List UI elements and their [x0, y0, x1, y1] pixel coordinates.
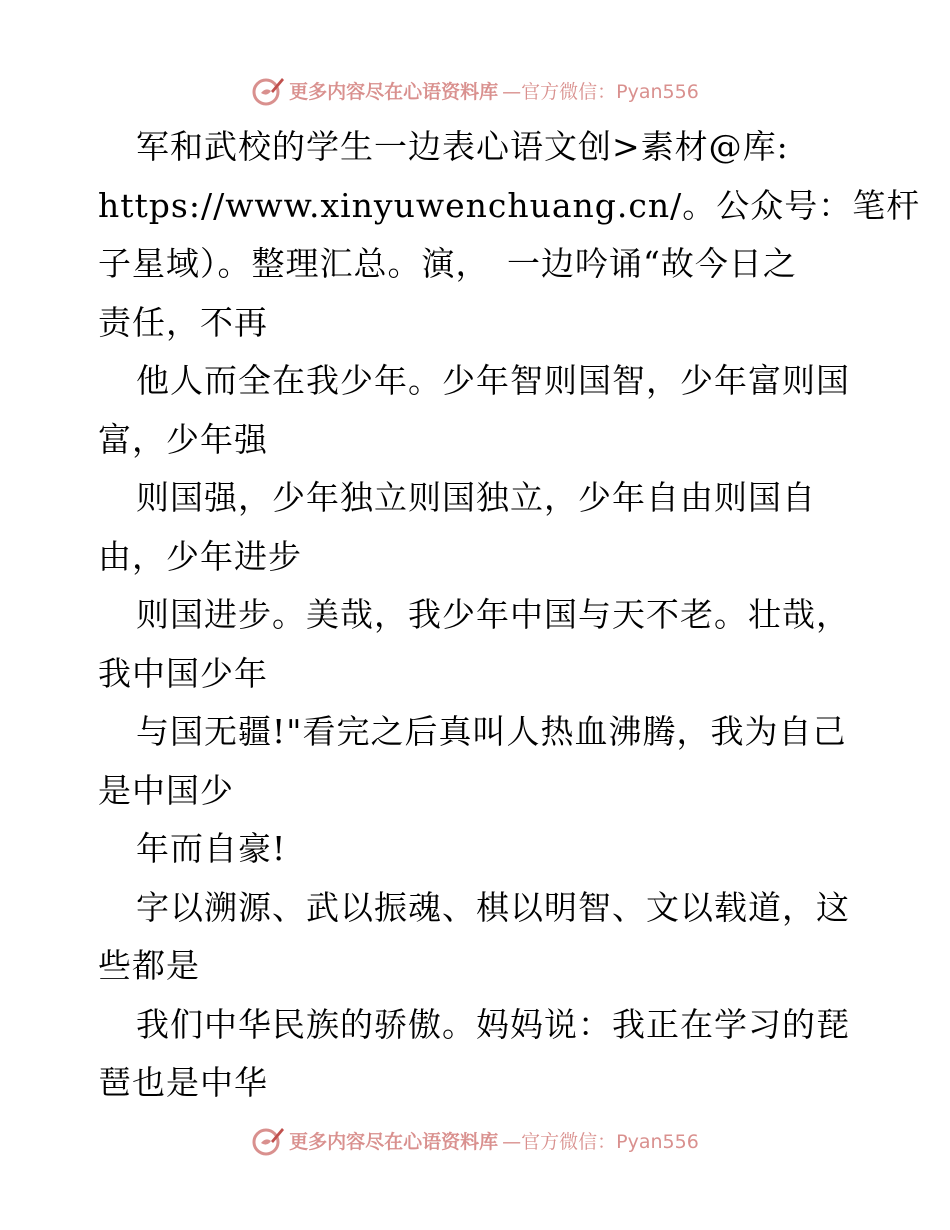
- body-line: 年而自豪!: [136, 829, 287, 868]
- header-banner-wechat: —官方微信：Pyan556: [502, 80, 699, 103]
- body-line: 些都是: [98, 946, 200, 985]
- body-line: 我中国少年: [98, 653, 268, 693]
- footer-watermark-banner: [0, 1120, 950, 1160]
- body-line: 与国无疆!"看完之后真叫人热血沸腾，我为自己: [136, 712, 847, 751]
- header-banner-title: 更多内容尽在心语资料库: [289, 80, 499, 103]
- body-line: 由，少年进步: [98, 536, 302, 576]
- footer-banner-wechat: —官方微信：Pyan556: [502, 1130, 699, 1153]
- footer-banner-content: [251, 1123, 699, 1157]
- pen-logo-icon: [251, 73, 285, 107]
- header-banner-content: [251, 73, 699, 107]
- pen-logo-icon: [251, 1123, 285, 1157]
- body-line: 子星域）。整理汇总。演， 一边吟诵“故今日之: [98, 244, 797, 283]
- body-line: 军和武校的学生一边表心语文创>素材@库:: [136, 127, 789, 166]
- footer-banner-title: 更多内容尽在心语资料库: [289, 1130, 499, 1153]
- body-line: https://www.xinyuwenchuang.cn/。公众号：笔杆: [98, 185, 921, 225]
- header-watermark-banner: [0, 70, 950, 110]
- body-line: 则国进步。美哉，我少年中国与天不老。壮哉，: [136, 595, 850, 634]
- body-line: 他人而全在我少年。少年智则国智，少年富则国: [136, 361, 850, 400]
- body-line: 是中国少: [98, 770, 234, 810]
- document-body: [98, 118, 921, 1113]
- body-line: 琶也是中华: [98, 1063, 268, 1102]
- body-line: 则国强，少年独立则国独立，少年自由则国自: [136, 478, 816, 517]
- body-line: 字以溯源、武以振魂、棋以明智、文以载道，这: [136, 887, 850, 927]
- body-line: 责任，不再: [98, 302, 268, 342]
- body-line: 富，少年强: [98, 419, 268, 459]
- body-line: 我们中华民族的骄傲。妈妈说：我正在学习的琵: [136, 1004, 850, 1044]
